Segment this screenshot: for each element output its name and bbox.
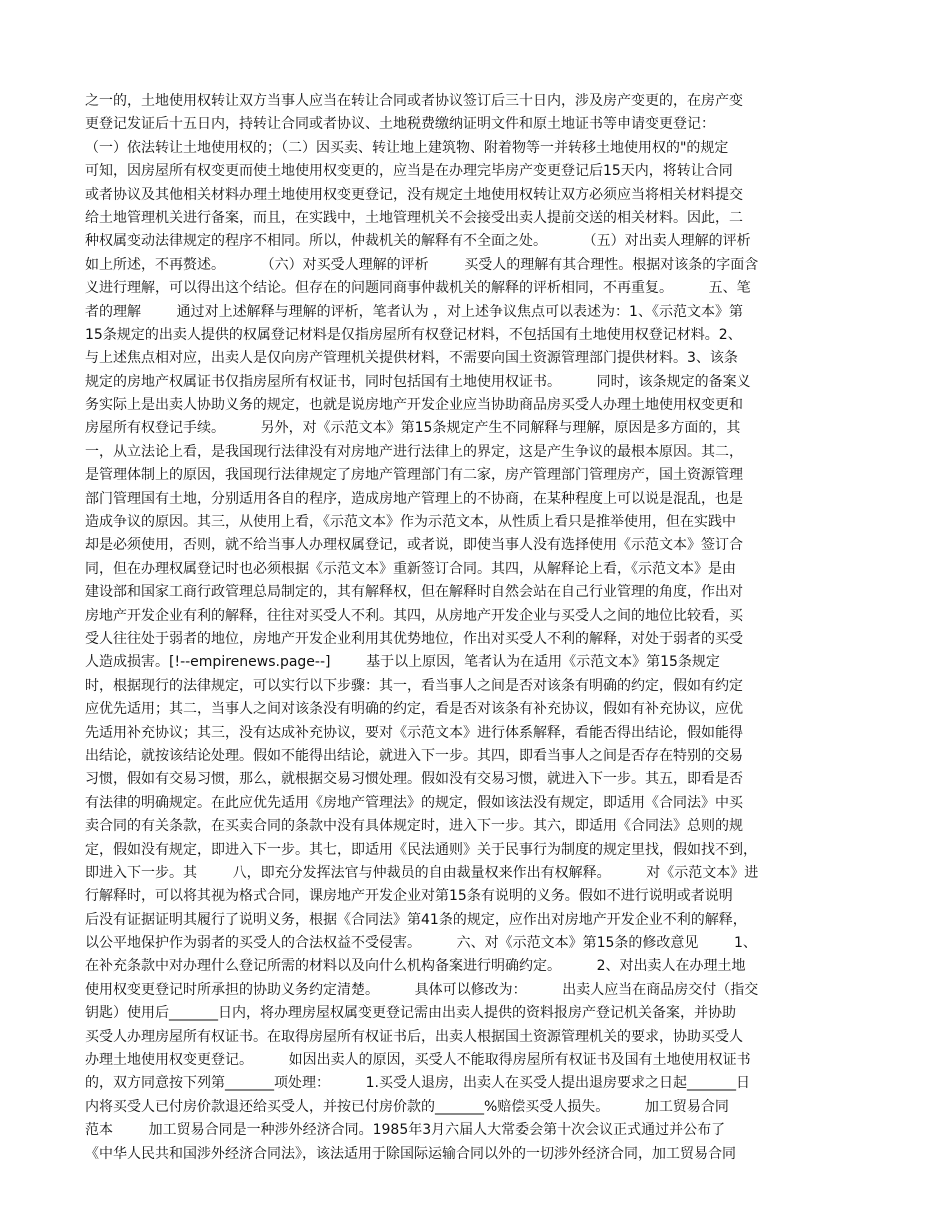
text-line: 习惯，假如有交易习惯，那么，就根据交易习惯处理。假如没有交易习惯，就进入下一步。其五，即看是否 [85, 771, 743, 788]
text-line: 义进行理解，可以得出这个结论。但存在的问题同商事仲裁机关的解释的评析相同，不再重复。 五、笔 [85, 280, 751, 297]
document-body [85, 90, 867, 1166]
text-line: 是管理体制上的原因，我国现行法律规定了房地产管理部门有二家，房产管理部门管理房产，国土资源管理 [85, 467, 743, 484]
text-line: 种权属变动法律规定的程序不相同。所以，仲裁机关的解释有不全面之处。 （五）对出卖人理解的评析 [85, 233, 751, 250]
text-line: （一）依法转让土地使用权的；（二）因买卖、转让地上建筑物、附着物等一并转移土地使用权的"的规定 [85, 139, 729, 156]
text-line: 先适用补充协议；其三，没有达成补充协议，要对《示范文本》进行体系解释，看能否得出结论，假如能得 [85, 724, 743, 741]
text-line: 内将买受人已付房价款退还给买受人，并按已付房价款的_______%赔偿买受人损失。 加工贸易合同 [85, 1098, 729, 1115]
text-line: 房地产开发企业有利的解释，往往对买受人不利。其四，从房地产开发企业与买受人之间的地位比较看，买 [85, 607, 743, 624]
text-line: 《中华人民共和国涉外经济合同法》，该法适用于除国际运输合同以外的一切涉外经济合同，加工贸易合同 [85, 1145, 736, 1162]
text-line: 时，根据现行的法律规定，可以实行以下步骤：其一，看当事人之间是否对该条有明确的约定，假如有约定 [85, 677, 743, 694]
text-line: 房屋所有权登记手续。 另外，对《示范文本》第15条规定产生不同解释与理解，原因是多方面的，其 [85, 420, 741, 437]
text-line: 行解释时，可以将其视为格式合同，课房地产开发企业对第15条有说明的义务。假如不进行说明或者说明 [85, 888, 733, 905]
text-line: 之一的，土地使用权转让双方当事人应当在转让合同或者协议签订后三十日内，涉及房产变更的，在房产变 [85, 93, 743, 109]
text-line: 建设部和国家工商行政管理总局制定的，其有解释权，但在解释时自然会站在自己行业管理的角度，作出对 [85, 584, 743, 601]
text-line: 卖合同的有关条款，在买卖合同的条款中没有具体规定时，进入下一步。其六，即适用《合同法》总则的规 [85, 818, 743, 835]
text-line: 办理土地使用权变更登记。 如因出卖人的原因，买受人不能取得房屋所有权证书及国有土地使用权证书 [85, 1052, 751, 1069]
text-line: 在补充条款中对办理什么登记所需的材料以及向什么机构备案进行明确约定。 2、对出卖人在办理土地 [85, 958, 746, 975]
text-line: 出结论，就按该结论处理。假如不能得出结论，就进入下一步。其四，即看当事人之间是否存在特别的交易 [85, 747, 743, 764]
text-line: 后没有证据证明其履行了说明义务，根据《合同法》第41条的规定，应作出对房地产开发企业不利的解释， [85, 911, 747, 928]
text-line: 与上述焦点相对应，出卖人是仅向房产管理机关提供材料，不需要向国土资源管理部门提供材料。3、该条 [85, 350, 738, 367]
text-line: 给土地管理机关进行备案，而且，在实践中，土地管理机关不会接受出卖人提前交送的相关材料。因此，二 [85, 209, 743, 226]
text-line: 部门管理国有土地，分别适用各自的程序，造成房地产管理上的不协商，在某种程度上可以说是混乱，也是 [85, 490, 743, 507]
text-line: 使用权变更登记时所承担的协助义务约定清楚。 具体可以修改为： 出卖人应当在商品房交付（指交 [85, 981, 759, 998]
text-line: 范本 加工贸易合同是一种涉外经济合同。1985年3月六届人大常委会第十次会议正式通过并公布了 [85, 1122, 726, 1139]
text-line: 一，从立法论上看，是我国现行法律没有对房地产进行法律上的界定，这是产生争议的最根本原因。其二， [85, 443, 743, 460]
text-line: 造成争议的原因。其三，从使用上看，《示范文本》作为示范文本，从性质上看只是推举使用，但在实践中 [85, 514, 736, 531]
text-line: 钥匙）使用后_______日内，将办理房屋权属变更登记需由出卖人提供的资料报房产登记机关备案，并协助 [85, 1005, 736, 1022]
text-line: 15条规定的出卖人提供的权属登记材料是仅指房屋所有权登记材料，不包括国有土地使用权登记材料。2、 [85, 326, 742, 343]
text-line: 应优先适用；其二，当事人之间对该条没有明确的约定，看是否对该条有补充协议，假如有补充协议，应优 [85, 701, 743, 718]
text-line: 买受人办理房屋所有权证书。在取得房屋所有权证书后，出卖人根据国土资源管理机关的要求，协助买受人 [85, 1028, 743, 1045]
text-line: 务实际上是出卖人协助义务的规定，也就是说房地产开发企业应当协助商品房买受人办理土地使用权变更和 [85, 397, 743, 414]
text-line: 更登记发证后十五日内，持转让合同或者协议、土地税费缴纳证明文件和原土地证书等申请变更登记： [85, 116, 715, 133]
text-line: 同，但在办理权属登记时也必须根据《示范文本》重新签订合同。其四，从解释论上看，《示范文本》是由 [85, 560, 736, 577]
text-line: 或者协议及其他相关材料办理土地使用权变更登记，没有规定土地使用权转让双方必须应当将相关材料提交 [85, 186, 743, 203]
text-line: 规定的房地产权属证书仅指房屋所有权证书，同时包括国有土地使用权证书。 同时，该条规定的备案义 [85, 373, 751, 390]
text-line: 却是必须使用，否则，就不给当事人办理权属登记，或者说，即使当事人没有选择使用《示范文本》签订合 [85, 537, 743, 554]
text-line: 人造成损害。[!--empirenews.page--] 基于以上原因，笔者认为在适用《示范文本》第15条规定 [85, 654, 720, 671]
text-line: 即进入下一步。其 八，即充分发挥法官与仲裁员的自由裁量权来作出有权解释。 对《示范文本》进 [85, 864, 759, 881]
text-line: 定，假如没有规定，即进入下一步。其七，即适用《民法通则》关于民事行为制度的规定里找，假如找不到， [85, 841, 757, 858]
text-line: 可知，因房屋所有权变更而使土地使用权变更的，应当是在办理完毕房产变更登记后15天内，将转让合同 [85, 163, 733, 180]
text-line: 有法律的明确规定。在此应优先适用《房地产管理法》的规定，假如该法没有规定，即适用《合同法》中买 [85, 794, 743, 811]
text-line: 的，双方同意按下列第_______项处理： 1.买受人退房，出卖人在买受人提出退房要求之日起_______日 [85, 1075, 750, 1092]
text-line: 者的理解 通过对上述解释与理解的评析，笔者认为 ，对上述争议焦点可以表述为：1、《示范文本》第 [85, 303, 743, 320]
text-line: 如上所述，不再赘述。 （六）对买受人理解的评析 买受人的理解有其合理性。根据对该条的字面含 [85, 256, 759, 273]
text-line: 受人往往处于弱者的地位，房地产开发企业利用其优势地位，作出对买受人不利的解释，对处于弱者的买受 [85, 630, 743, 647]
text-line: 以公平地保护作为弱者的买受人的合法权益不受侵害。 六、对《示范文本》第15条的修改意见 1、 [85, 935, 757, 952]
